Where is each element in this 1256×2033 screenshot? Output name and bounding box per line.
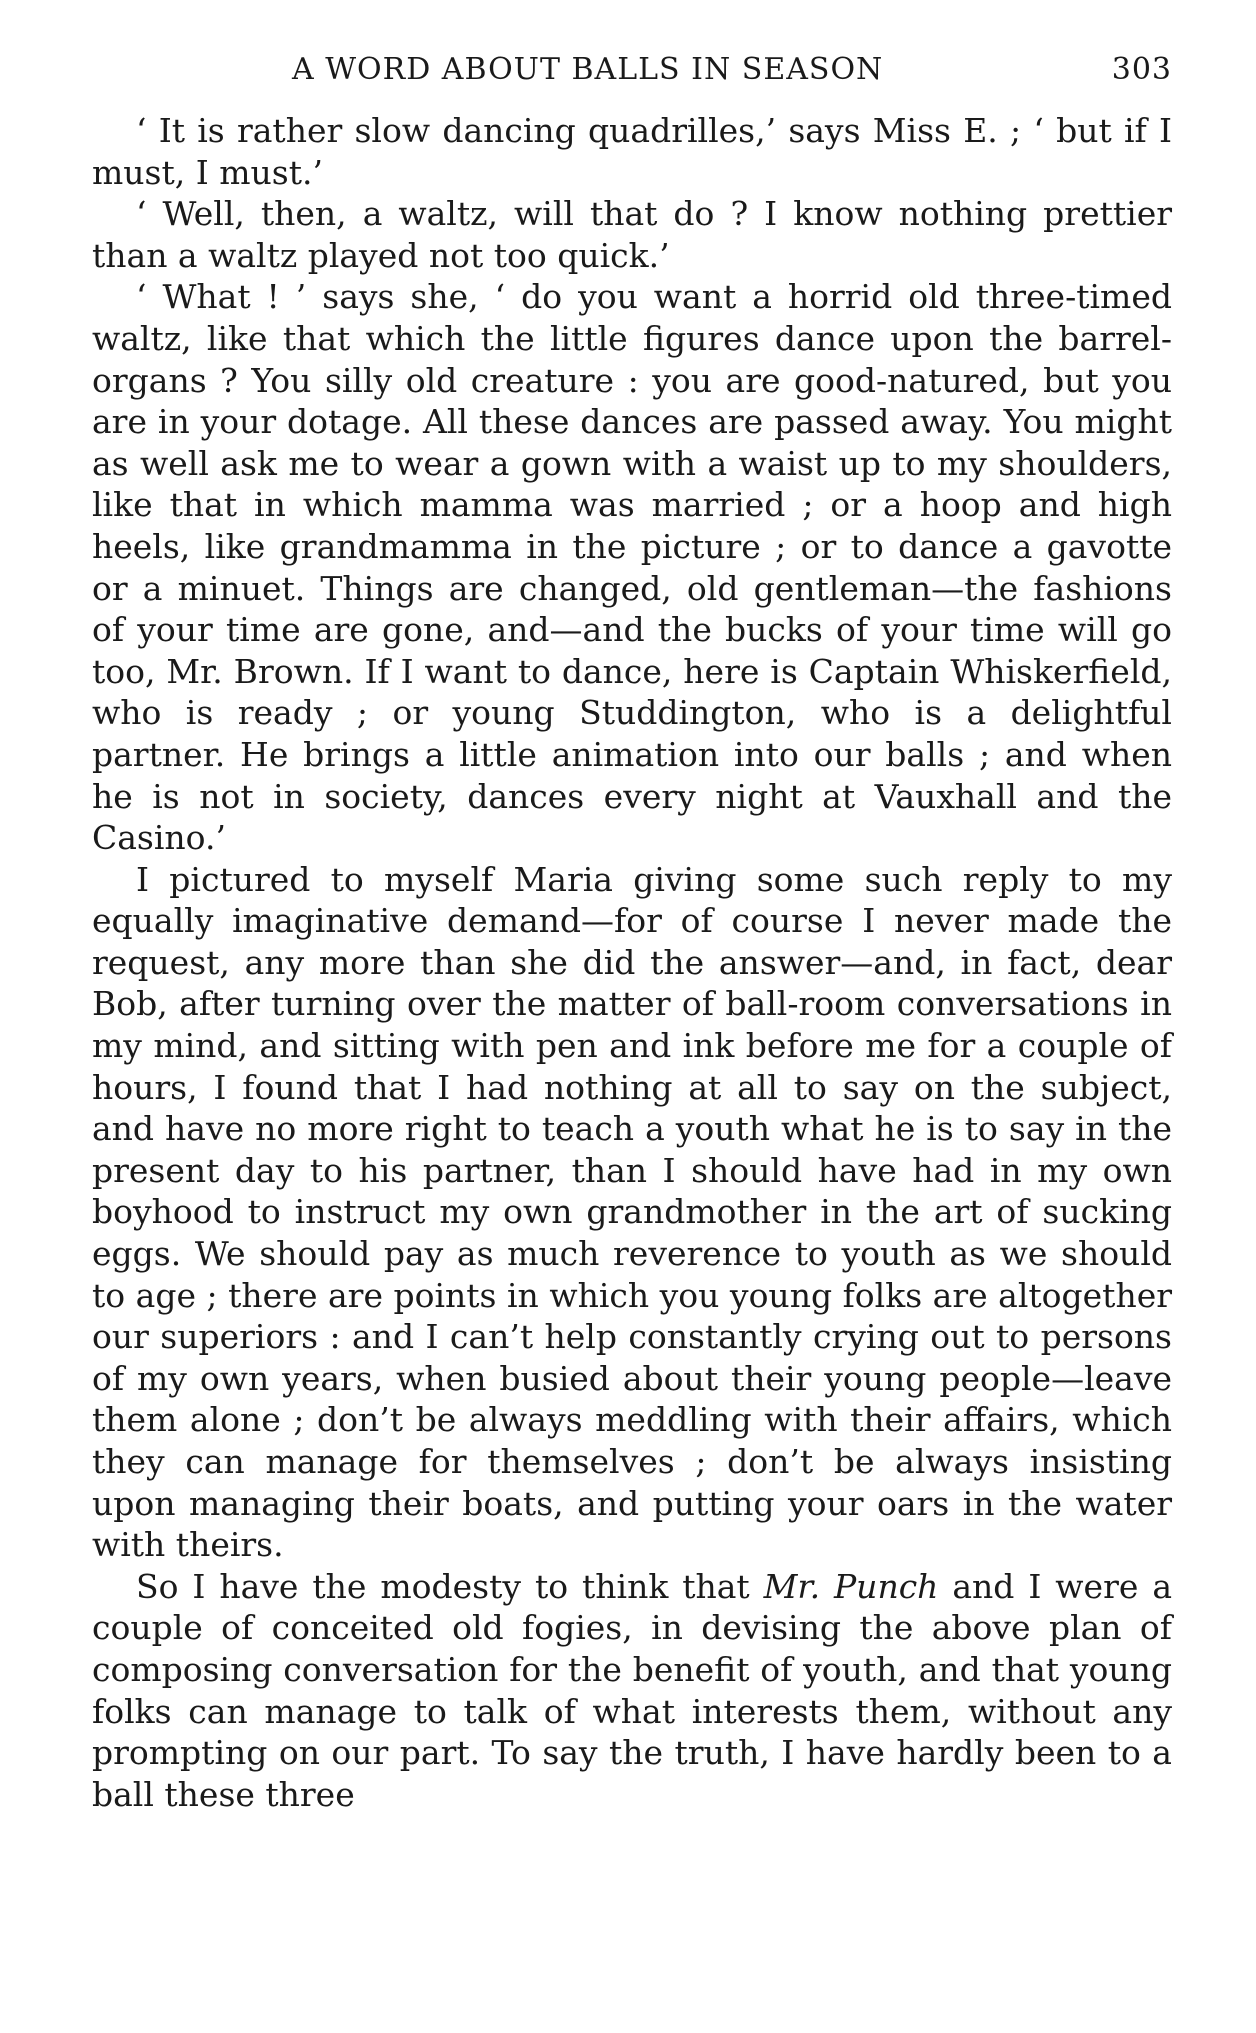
paragraph: ‘ Well, then, a waltz, will that do ? I know nothing prettier than a waltz played not too quick.’ xyxy=(92,194,1172,275)
italic-name: Mr. Punch xyxy=(763,1566,939,1606)
paragraph-text: So I have the modesty to think that xyxy=(136,1566,764,1606)
running-header xyxy=(92,52,1172,98)
page-body xyxy=(92,110,1172,1815)
book-page xyxy=(92,52,1172,1815)
running-title: A WORD ABOUT BALLS IN SEASON xyxy=(292,52,884,87)
paragraph-text: and I were a couple of conceited old fogies, in devising the above plan of composing conversation for the benefit of youth, and that young folks can manage to talk of what interests them, without any prompting on our part. To say the truth, I have hardly been to a ball these three xyxy=(92,1566,1172,1814)
paragraph: ‘ What ! ’ says she, ‘ do you want a horrid old three-timed waltz, like that which the little figures dance upon the barrel-organs ? You silly old creature : you are good-natured, but you are in your dotage. All these dances are passed away. You might as well ask me to wear a gown with a waist up to my shoulders, like that in which mamma was married ; or a hoop and high heels, like grandmamma in the picture ; or to dance a gavotte or a minuet. Things are changed, old gentleman—the fashions of your time are gone, and—and the bucks of your time will go too, Mr. Brown. If I want to dance, here is Captain Whiskerfield, who is ready ; or young Studdington, who is a delightful partner. He brings a little animation into our balls ; and when he is not in society, dances every night at Vauxhall and the Casino.’ xyxy=(92,277,1172,858)
paragraph: ‘ It is rather slow dancing quadrilles,’ says Miss E. ; ‘ but if I must, I must.’ xyxy=(92,111,1172,192)
paragraph: I pictured to myself Maria giving some such reply to my equally imaginative demand—for of course I never made the request, any more than she did the answer—and, in fact, dear Bob, after turning over the matter of ball-room conversations in my mind, and sitting with pen and ink before me for a couple of hours, I found that I had nothing at all to say on the subject, and have no more right to teach a youth what he is to say in the present day to his partner, than I should have had in my own boyhood to instruct my own grandmother in the art of sucking eggs. We should pay as much reverence to youth as we should to age ; there are points in which you young folks are altogether our superiors : and I can’t help constantly crying out to persons of my own years, when busied about their young people—leave them alone ; don’t be always meddling with their affairs, which they can manage for themselves ; don’t be always insisting upon managing their boats, and putting your oars in the water with theirs. xyxy=(92,859,1172,1565)
paragraph-last xyxy=(92,1566,1172,1816)
page-number: 303 xyxy=(1111,52,1172,87)
